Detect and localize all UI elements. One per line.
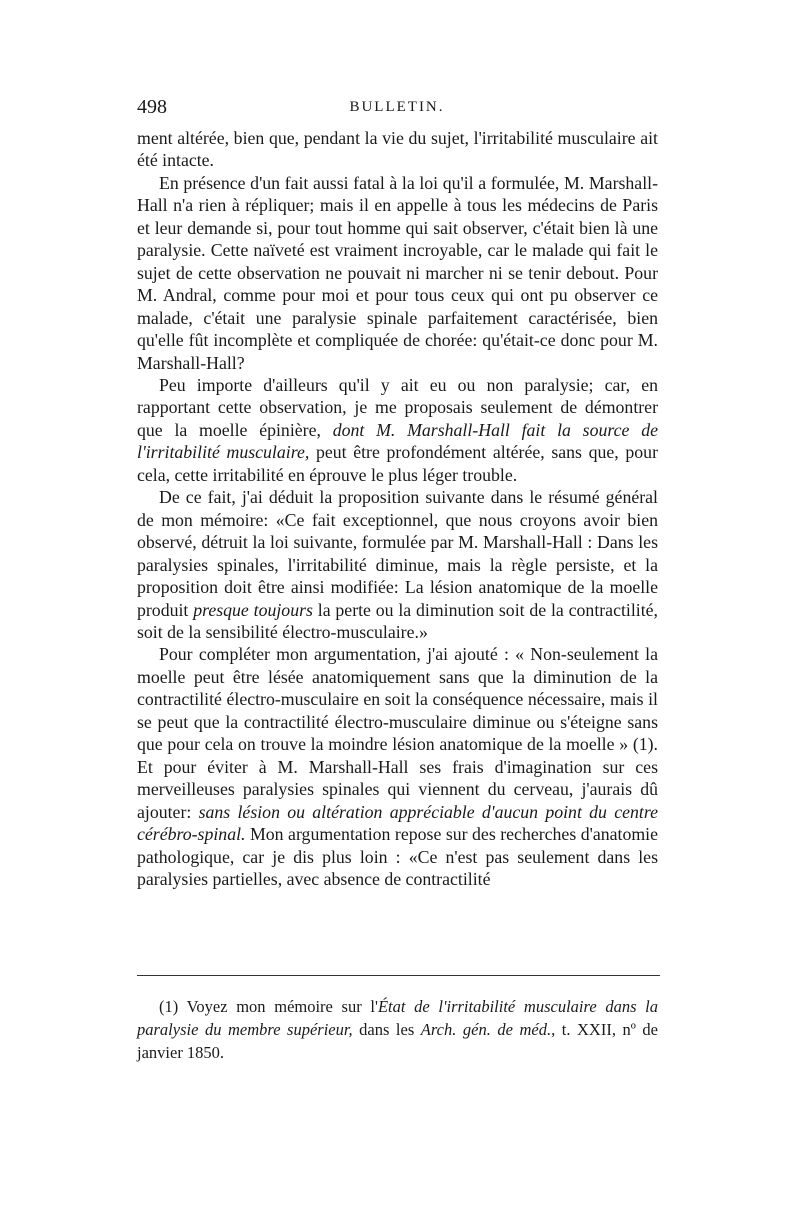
page-number: 498 [137,96,167,118]
paragraph-5-italic: sans lésion ou altération appréciable d'aucun point du centre cérébro-spinal. [137,801,658,845]
paragraph-4-text-c: la perte ou la diminution soit de la contractilité, soit de la sensibilité électro-musculaire.» [137,599,658,642]
footnote-text-a: (1) Voyez mon mémoire sur l' [159,997,378,1016]
paragraph-1-text: ment altérée, bien que, pendant la vie du sujet, l'irritabilité musculaire ait été intacte. [137,128,658,171]
paragraph-3-text-c: peut être profondément altérée, sans que, pour cela, cette irritabilité en éprouve le plus léger trouble. [137,442,658,485]
footnote-journal-italic: Arch. gén. de méd., [420,1020,556,1039]
paragraph-4-italic: presque toujours [193,599,313,620]
paragraph-3-italic: dont M. Marshall-Hall fait la source de l'irritabilité musculaire, [137,419,658,463]
footnote-title-italic: État de l'irritabilité musculaire dans la paralysie du membre supérieur, [137,997,658,1039]
paragraph-1 [137,127,658,172]
paragraph-3 [137,374,658,486]
running-head: BULLETIN. [349,99,445,115]
body-text [137,127,658,890]
paragraph-3-text-a: Peu importe d'ailleurs qu'il y ait eu ou non paralysie; car, en rapportant cette observation, je me proposais seulement de démontrer que la moelle épinière, [137,374,658,440]
paragraph-4 [137,486,658,643]
page-header [137,96,657,120]
paragraph-5-text-a: Pour compléter mon argumentation, j'ai ajouté : « Non-seulement la moelle peut être lésée anatomiquement sans que la diminution de la contractilité électro-musculaire en soit la conséquence nécessaire, mais il se peut que la contractilité électro-musculaire diminue ou s'éteigne sans que pour cela on trouve la moindre lésion anatomique de la moelle » (1). Et pour éviter à M. Marshall-Hall ses frais d'imagination sur ces merveilleuses paralysies spinales qui viennent du cerveau, j'aurais dû ajouter: [137,644,658,822]
footnote-paragraph [137,995,658,1064]
paragraph-4-text-a: De ce fait, j'ai déduit la proposition suivante dans le résumé général de mon mémoire: «Ce fait exceptionnel, que nous croyons avoir bien observé, détruit la loi suivante, formulée par M. Marshall-Hall : Dans les paralysies spinales, l'irritabilité diminue, mais la règle persiste, et la proposition doit être ainsi modifiée: La lésion anatomique de la moelle produit [137,487,658,620]
paragraph-2-text: En présence d'un fait aussi fatal à la loi qu'il a formulée, M. Marshall-Hall n'a rien à répliquer; mais il en appelle à tous les médecins de Paris et leur demande si, pour tout homme qui sait observer, c'était bien là une paralysie. Cette naïveté est vraiment incroyable, car le malade qui fait le sujet de cette observation ne pouvait ni marcher ni se tenir debout. Pour M. Andral, comme pour moi et pour tous ceux qui ont pu observer ce malade, c'était une paralysie spinale parfaitement caractérisée, bien qu'elle fût incomplète et compliquée de chorée: qu'était-ce donc pour M. Marshall-Hall? [137,172,658,373]
footnote-divider [137,975,660,976]
paragraph-5-text-c: Mon argumentation repose sur des recherches d'anatomie pathologique, car je dis plus loin : «Ce n'est pas seulement dans les paralysies partielles, avec absence de contractilité [137,824,658,889]
footnote-text-c: dans les [352,1020,421,1039]
footnote [137,995,658,1064]
paragraph-5 [137,643,658,890]
footnote-text-e: t. XXII, nº de janvier 1850. [137,1020,658,1062]
paragraph-2 [137,172,658,374]
